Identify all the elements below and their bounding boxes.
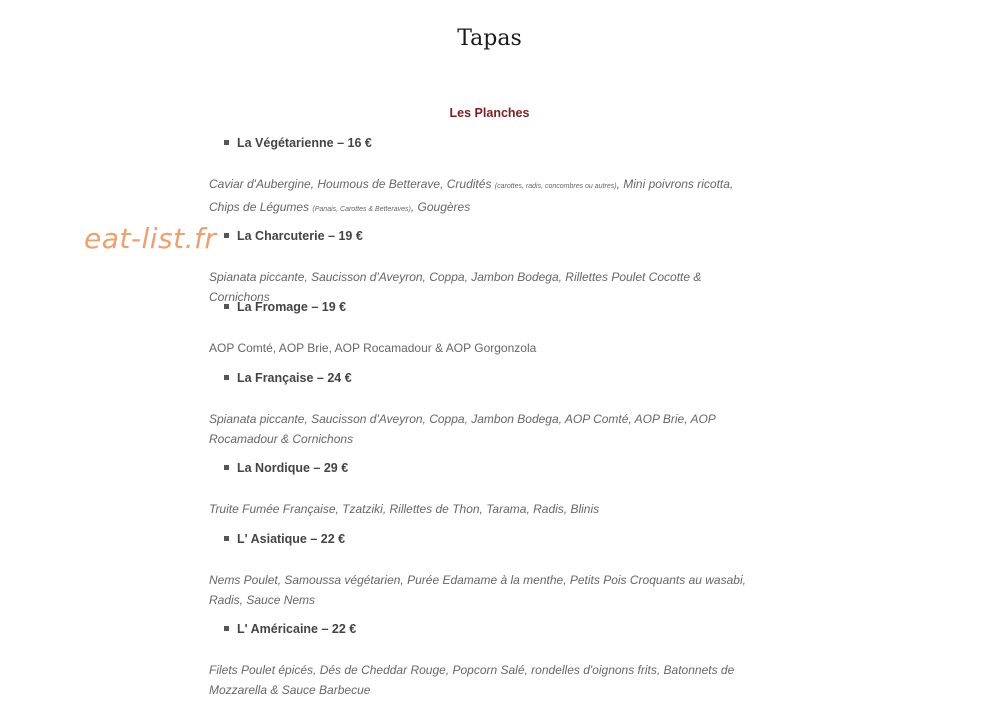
item-price: – 16 €: [337, 136, 372, 150]
bullet-icon: [224, 140, 229, 145]
menu-item-heading: [224, 136, 372, 150]
menu-item-description: Filets Poulet épicés, Dés de Cheddar Rouge, Popcorn Salé, rondelles d'oignons frits, Batonnets de Mozzarella & Sauce Barbecue: [209, 663, 735, 697]
menu-item-heading: [224, 461, 348, 475]
item-price: – 22 €: [321, 622, 357, 636]
item-price: – 22 €: [310, 532, 346, 546]
item-name: La Végétarienne: [237, 136, 334, 150]
menu-item-heading: [224, 300, 346, 314]
item-price: – 29 €: [313, 461, 349, 475]
item-price: – 19 €: [311, 300, 347, 314]
bullet-icon: [224, 375, 229, 380]
item-name: L' Asiatique: [237, 532, 307, 546]
menu-item-description: AOP Comté, AOP Brie, AOP Rocamadour & AOP Gorgonzola: [209, 341, 537, 355]
item-price: – 19 €: [328, 229, 363, 243]
item-name: La Française: [237, 371, 314, 385]
menu-item-description: Nems Poulet, Samoussa végétarien, Purée Edamame à la menthe, Petits Pois Croquants au wasabi, Radis, Sauce Nems: [209, 573, 746, 607]
menu-item-description: Spianata piccante, Saucisson d'Aveyron, Coppa, Jambon Bodega, AOP Comté, AOP Brie, AOP Rocamadour & Cornichons: [209, 412, 716, 446]
bullet-icon: [224, 304, 229, 309]
item-name: L' Américaine: [237, 622, 319, 636]
menu-item-heading: [224, 229, 363, 243]
watermark: eat-list.fr: [84, 222, 217, 255]
bullet-icon: [224, 233, 229, 238]
menu-item-heading: [224, 532, 345, 546]
item-name: La Charcuterie: [237, 229, 325, 243]
page-title: Tapas: [457, 26, 522, 51]
bullet-icon: [224, 465, 229, 470]
menu-item-heading: [224, 622, 356, 636]
item-name: La Nordique: [237, 461, 310, 475]
item-name: La Fromage: [237, 300, 308, 314]
bullet-icon: [224, 626, 229, 631]
menu-item-description: Spianata piccante, Saucisson d'Aveyron, Coppa, Jambon Bodega, Rillettes Poulet Cocotte & Cornichons: [209, 270, 702, 304]
menu-item-description: Caviar d'Aubergine, Houmous de Betterave, Crudités (carottes, radis, concombres ou autres), Mini poivrons ricotta, Chips de Légumes (Panais, Carottes & Betteraves), Gougères: [209, 177, 734, 214]
item-price: – 24 €: [316, 371, 352, 385]
bullet-icon: [224, 536, 229, 541]
menu-item-description: Truite Fumée Française, Tzatziki, Rillettes de Thon, Tarama, Radis, Blinis: [209, 502, 600, 516]
menu-item-heading: [224, 371, 352, 385]
section-title: Les Planches: [449, 106, 530, 120]
